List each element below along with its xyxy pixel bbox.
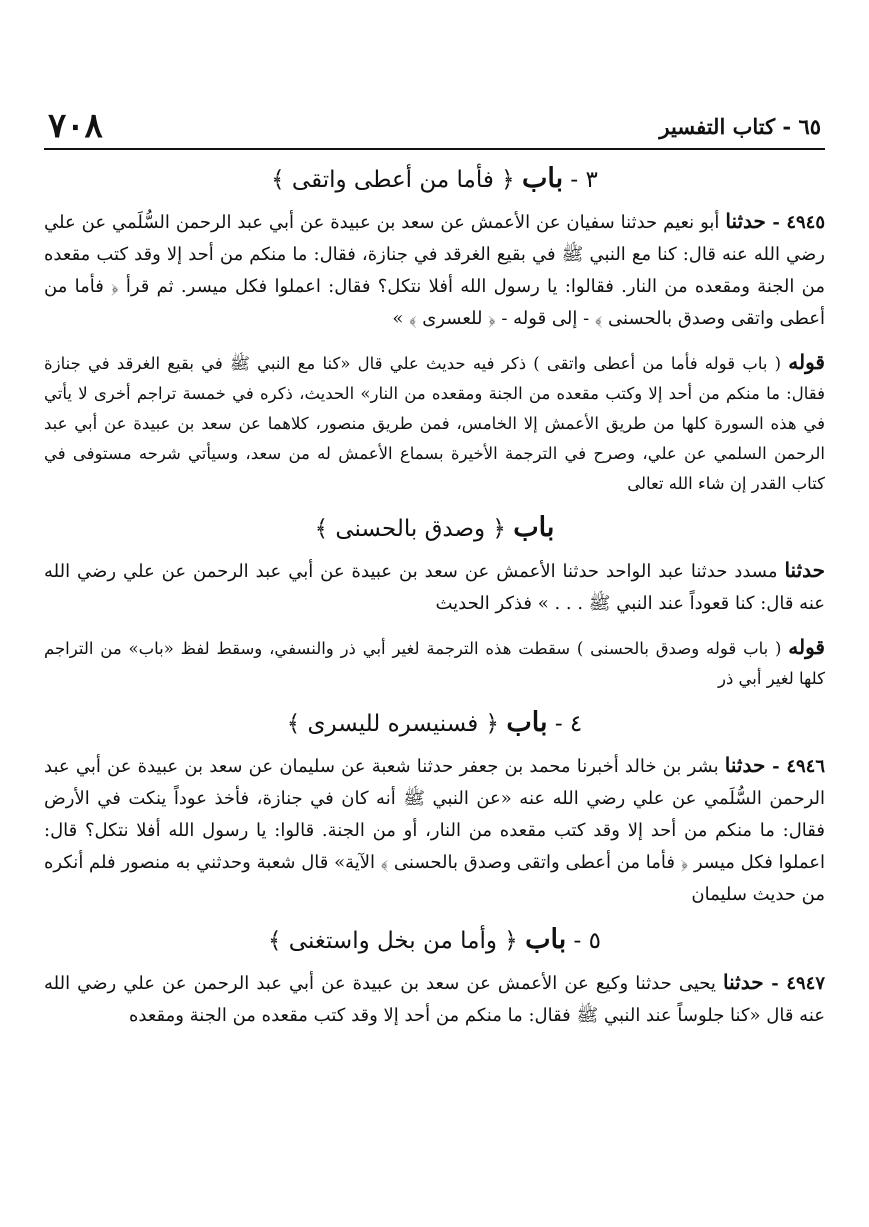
hadith-lead-word: حدثنا xyxy=(724,753,766,777)
verse-quote: ﴿ وأما من بخل واستغنى ﴾ xyxy=(268,928,526,954)
chapter-number: ٤ - xyxy=(547,711,583,737)
verse-quote: ﴿ فسنيسره لليسرى ﴾ xyxy=(286,711,507,737)
chapter-title xyxy=(44,702,825,745)
chapter-title xyxy=(44,919,825,962)
hadith-paragraph xyxy=(44,205,825,335)
chapter-title xyxy=(44,158,825,201)
bab-word: باب xyxy=(506,707,548,738)
hadith-lead-word: حدثنا xyxy=(723,970,764,994)
chapter-number: ٥ - xyxy=(566,928,601,954)
hadith-number: ٤٩٤٧ - xyxy=(763,973,825,994)
hadith-text: أبو نعيم حدثنا سفيان عن الأعمش عن سعد بن عبيدة عن أبي عبد الرحمن السُّلَمي عن علي رضي الله عنه قال: كنا مع النبي ﷺ في بقيع الغرقد في جنازة، فقال: ما منكم من أحد إلا وقد كتب مقعده من الجنة ومقعده من النار. فقالوا: يا رسول الله أفلا نتكل؟ فقال: اعملوا فكل ميسر. ثم قرأ ﴿ فأما من أعطى واتقى وصدق بالحسنى ﴾ - إلى قوله - ﴿ للعسرى ﴾ » xyxy=(44,212,825,329)
bab-word: باب xyxy=(525,924,567,955)
hadith-lead-word: حدثنا xyxy=(725,209,766,233)
hadith-text: مسدد حدثنا عبد الواحد حدثنا الأعمش عن سعد بن عبيدة عن أبي عبد الرحمن عن علي رضي الله عنه قال: كنا قعوداً عند النبي ﷺ . . . » فذكر الحديث xyxy=(44,561,825,614)
chapter-number: ٣ - xyxy=(563,167,598,193)
verse-quote: ﴿ وصدق بالحسنى ﴾ xyxy=(314,516,514,542)
commentary-text: ( باب قوله وصدق بالحسنى ) سقطت هذه الترجمة لغير أبي ذر والنسفي، وسقط لفظ «باب» من التراجم كلها لغير أبي ذر xyxy=(44,639,825,688)
hadith-text: يحيى حدثنا وكيع عن الأعمش عن سعد بن عبيدة عن أبي عبد الرحمن عن علي رضي الله عنه قال «كنا جلوساً عند النبي ﷺ فقال: ما منكم من أحد إلا وقد كتب مقعده من الجنة ومقعده xyxy=(44,973,825,1026)
page-number: ٧٠٨ xyxy=(48,108,103,146)
hadith-number: ٤٩٤٦ - xyxy=(765,756,825,777)
commentary-paragraph xyxy=(44,632,825,694)
hadith-text: بشر بن خالد أخبرنا محمد بن جعفر حدثنا شعبة عن سليمان عن سعد بن عبيدة عن أبي عبد الرحمن السُّلَمي عن علي رضي الله عنه «عن النبي ﷺ أنه كان في جنازة، فأخذ عوداً ينكت في الأرض فقال: ما منكم من أحد إلا وقد كتب مقعده من النار، أو من الجنة. قالوا: يا رسول الله أفلا نتكل؟ قال: اعملوا فكل ميسر ﴿ فأما من أعطى واتقى وصدق بالحسنى ﴾ الآية» قال شعبة وحدثني به منصور فلم أنكره من حديث سليمان xyxy=(44,756,825,905)
book-page xyxy=(44,108,825,1208)
commentary-paragraph xyxy=(44,347,825,499)
running-head: ٦٥ - كتاب التفسير xyxy=(659,114,821,139)
bab-word: باب xyxy=(521,163,564,194)
commentary-text: ( باب قوله فأما من أعطى واتقى ) ذكر فيه حديث علي قال «كنا مع النبي ﷺ في بقيع الغرقد في جنازة فقال: ما منكم من أحد إلا وكتب مقعده من الجنة ومقعده من النار» الحديث، ذكره في خمسة تراجم أخرى لا يأتي في هذه السورة كلها من طريق الأعمش إلا الخامس، فمن طريق منصور، كلاهما عن سعد بن عبيدة عن أبي عبد الرحمن السلمي عن علي، وصرح في الترجمة الأخيرة بسماع الأعمش له من سعد، وسيأتي شرحه مستوفى في كتاب القدر إن شاء الله تعالى xyxy=(44,354,825,493)
hadith-lead-word: حدثنا xyxy=(784,558,825,582)
hadith-paragraph xyxy=(44,749,825,911)
hadith-number: ٤٩٤٥ - xyxy=(765,212,825,233)
commentary-lead-word: قوله xyxy=(788,635,825,659)
page-header xyxy=(44,108,825,150)
hadith-paragraph xyxy=(44,554,825,620)
commentary-lead-word: قوله xyxy=(788,350,825,374)
chapter-title xyxy=(44,507,825,550)
hadith-paragraph xyxy=(44,966,825,1032)
bab-word: باب xyxy=(513,512,555,543)
verse-quote: ﴿ فأما من أعطى واتقى ﴾ xyxy=(271,167,522,193)
